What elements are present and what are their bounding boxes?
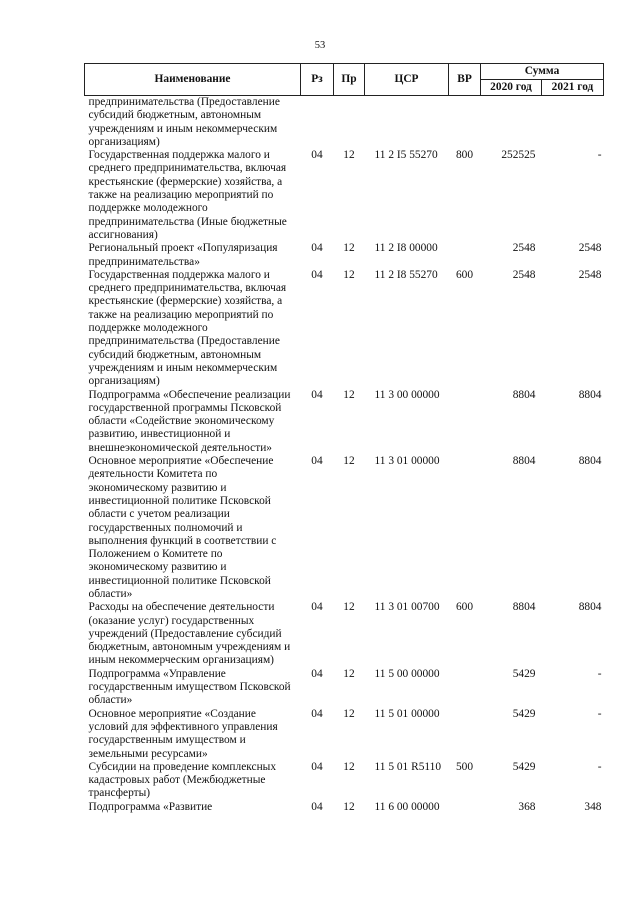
row-rz: 04 bbox=[311, 800, 323, 813]
row-vr: 600 bbox=[455, 268, 474, 281]
header-name: Наименование bbox=[85, 64, 301, 96]
table-row bbox=[85, 708, 604, 761]
table-body bbox=[85, 96, 604, 815]
row-rz: 04 bbox=[311, 707, 323, 720]
table-row bbox=[85, 96, 604, 150]
row-rz: 04 bbox=[311, 455, 323, 468]
row-name: Расходы на обеспечение деятельности (оказание услуг) государственных учреждений (Предоставление субсидий бюджетным, автономным учреждениям и иным некоммерческим организациям) bbox=[88, 601, 291, 667]
row-pr bbox=[334, 96, 365, 150]
row-sum-2020: 368 bbox=[518, 800, 536, 813]
row-sum-2020: 5429 bbox=[512, 760, 536, 773]
row-csr: 11 2 I5 55270 bbox=[374, 149, 438, 162]
row-sum-2020: 8804 bbox=[512, 601, 536, 614]
row-name: Подпрограмма «Развитие bbox=[88, 800, 213, 813]
row-sum-2021: 8804 bbox=[578, 388, 602, 401]
row-sum-2020: 2548 bbox=[512, 242, 536, 255]
budget-table bbox=[84, 63, 604, 814]
row-csr: 11 2 I8 00000 bbox=[374, 242, 438, 255]
header-sum: Сумма bbox=[481, 64, 604, 80]
row-sum-2020: 2548 bbox=[512, 268, 536, 281]
row-pr: 12 bbox=[343, 455, 355, 468]
row-csr: 11 3 01 00000 bbox=[374, 455, 440, 468]
row-name: предпринимательства (Предоставление субсидий бюджетным, автономным учреждениям и иным некоммерческим организациям) bbox=[88, 96, 280, 148]
header-pr: Пр bbox=[334, 64, 365, 96]
header-vr: ВР bbox=[449, 64, 481, 96]
row-csr: 11 5 01 00000 bbox=[374, 707, 440, 720]
row-sum-2021: - bbox=[597, 149, 602, 162]
row-vr: 500 bbox=[455, 760, 474, 773]
header-year-2020: 2020 год bbox=[481, 80, 542, 96]
table-row bbox=[85, 242, 604, 269]
header-year-2021: 2021 год bbox=[542, 80, 604, 96]
row-rz: 04 bbox=[311, 268, 323, 281]
table-row bbox=[85, 389, 604, 455]
row-rz: 04 bbox=[311, 242, 323, 255]
row-sum-2021: 8804 bbox=[578, 601, 602, 614]
row-vr: 600 bbox=[455, 601, 474, 614]
row-sum-2021: 2548 bbox=[578, 268, 602, 281]
row-sum-2021: - bbox=[597, 707, 602, 720]
table-row bbox=[85, 455, 604, 601]
table-row bbox=[85, 601, 604, 667]
table-row bbox=[85, 269, 604, 389]
row-rz: 04 bbox=[311, 149, 323, 162]
row-pr: 12 bbox=[343, 601, 355, 614]
table-row bbox=[85, 761, 604, 801]
row-sum-2020: 8804 bbox=[512, 388, 536, 401]
row-rz: 04 bbox=[311, 388, 323, 401]
row-vr bbox=[449, 96, 481, 150]
row-name: Региональный проект «Популяризация предпринимательства» bbox=[88, 242, 278, 268]
row-sum-2021: - bbox=[597, 760, 602, 773]
page-number: 53 bbox=[314, 40, 326, 51]
row-pr: 12 bbox=[343, 707, 355, 720]
row-name: Государственная поддержка малого и среднего предпринимательства, включая крестьянские (фермерские) хозяйства, а также на реализацию мероприятий по поддержке молодежного предпринимательства (Предоставление субсидий бюджетным, автономным учреждениям и иным некоммерческим организациям) bbox=[88, 268, 287, 388]
row-csr: 11 2 I8 55270 bbox=[374, 268, 438, 281]
row-vr bbox=[449, 668, 481, 708]
row-csr: 11 5 00 00000 bbox=[374, 667, 440, 680]
row-name: Субсидии на проведение комплексных кадастровых работ (Межбюджетные трансферты) bbox=[88, 760, 277, 800]
row-rz bbox=[301, 96, 334, 150]
row-pr: 12 bbox=[343, 667, 355, 680]
row-sum-2021: 2548 bbox=[578, 242, 602, 255]
row-sum-2021 bbox=[542, 96, 604, 150]
row-sum-2020: 5429 bbox=[512, 707, 536, 720]
row-sum-2020: 252525 bbox=[501, 149, 536, 162]
row-csr: 11 5 01 R5110 bbox=[374, 760, 442, 773]
row-sum-2020: 8804 bbox=[512, 455, 536, 468]
header-rz: Рз bbox=[301, 64, 334, 96]
row-name: Подпрограмма «Обеспечение реализации государственной программы Псковской области «Содействие экономическому развитию, инвестиционной и внешнеэкономической деятельности» bbox=[88, 388, 291, 454]
row-sum-2021: - bbox=[597, 667, 602, 680]
row-name: Государственная поддержка малого и среднего предпринимательства, включая крестьянские (фермерские) хозяйства, а также на реализацию мероприятий по поддержке молодежного предпринимательства (Иные бюджетные ассигнования) bbox=[88, 149, 287, 241]
row-pr: 12 bbox=[343, 388, 355, 401]
row-vr bbox=[449, 801, 481, 814]
table-row bbox=[85, 801, 604, 814]
table-row bbox=[85, 668, 604, 708]
row-csr: 11 3 01 00700 bbox=[374, 601, 440, 614]
row-pr: 12 bbox=[343, 149, 355, 162]
row-pr: 12 bbox=[343, 242, 355, 255]
row-csr: 11 6 00 00000 bbox=[374, 800, 440, 813]
row-sum-2021: 348 bbox=[584, 800, 602, 813]
row-csr: 11 3 00 00000 bbox=[374, 388, 440, 401]
row-rz: 04 bbox=[311, 760, 323, 773]
row-name: Подпрограмма «Управление государственным имуществом Псковской области» bbox=[88, 667, 291, 707]
table-header bbox=[85, 64, 604, 96]
row-sum-2021: 8804 bbox=[578, 455, 602, 468]
row-rz: 04 bbox=[311, 601, 323, 614]
row-vr bbox=[449, 708, 481, 761]
row-sum-2020 bbox=[481, 96, 542, 150]
row-pr: 12 bbox=[343, 268, 355, 281]
row-name: Основное мероприятие «Создание условий для эффективного управления государственным имуществом и земельными ресурсами» bbox=[88, 707, 278, 760]
row-vr: 800 bbox=[455, 149, 474, 162]
table-row bbox=[85, 149, 604, 242]
row-rz: 04 bbox=[311, 667, 323, 680]
row-sum-2020: 5429 bbox=[512, 667, 536, 680]
header-csr: ЦСР bbox=[365, 64, 449, 96]
row-vr bbox=[449, 455, 481, 601]
row-pr: 12 bbox=[343, 760, 355, 773]
row-csr bbox=[365, 96, 449, 150]
row-vr bbox=[449, 242, 481, 269]
row-vr bbox=[449, 389, 481, 455]
row-pr: 12 bbox=[343, 800, 355, 813]
row-name: Основное мероприятие «Обеспечение деятельности Комитета по экономическому развитию и инвестиционной политике Псковской области с учетом реализации государственных полномочий и выполнения функций в соответствии с Положением о Комитете по экономическому развитию и инвестиционной политике Псковской области» bbox=[88, 455, 277, 600]
